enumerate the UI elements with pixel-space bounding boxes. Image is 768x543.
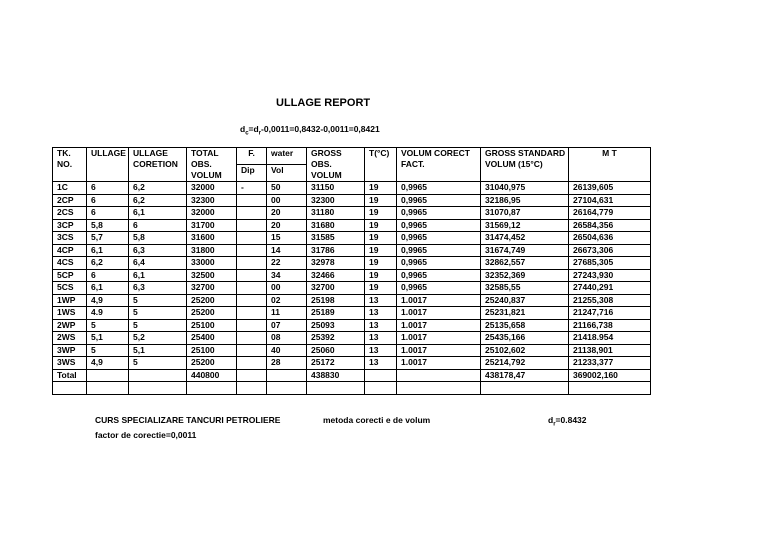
- table-row: [53, 219, 651, 232]
- cell-water-vol: 00: [267, 194, 307, 207]
- cell-ullage: 6: [87, 194, 129, 207]
- cell-gross-obs: 25172: [307, 357, 365, 370]
- cell-ullage-coretion: 6,2: [129, 182, 187, 195]
- density-value: $d_r=0.8432$: [548, 415, 587, 428]
- cell-tank: 2CP: [53, 194, 87, 207]
- cell-mt: 26504,636: [569, 232, 651, 245]
- cell-temperature: 19: [365, 282, 397, 295]
- cell-gross-obs: 32978: [307, 257, 365, 270]
- header-temperature: T(°C): [365, 148, 397, 182]
- table-row: [53, 232, 651, 245]
- cell-vcf: 0,9965: [397, 219, 481, 232]
- cell-gross-obs: 32700: [307, 282, 365, 295]
- header-water: water: [267, 148, 307, 165]
- cell-gsv: 25214,792: [481, 357, 569, 370]
- cell-ullage: 6: [87, 182, 129, 195]
- header-ullage: ULLAGE: [87, 148, 129, 182]
- cell-ullage: 5: [87, 319, 129, 332]
- cell-total-obs: 31700: [187, 219, 237, 232]
- cell-total-obs: 25200: [187, 307, 237, 320]
- cell-tank: 1WP: [53, 294, 87, 307]
- cell-water-vol: 15: [267, 232, 307, 245]
- cell-mt: 21247,716: [569, 307, 651, 320]
- cell-ullage-coretion: 5: [129, 307, 187, 320]
- cell-ullage: 6: [87, 207, 129, 220]
- header-ullage-coretion: ULLAGE CORETION: [129, 148, 187, 182]
- table-row: [53, 194, 651, 207]
- total-gross-obs: 438830: [307, 369, 365, 382]
- density-formula: $d_c=d_r-0,0011=0,8432-0,0011=0,8421$: [240, 124, 380, 137]
- header-f: F.: [237, 148, 267, 165]
- table-row: [53, 319, 651, 332]
- cell-vcf: 0,9965: [397, 207, 481, 220]
- total-row: [53, 369, 651, 382]
- cell-ullage: 4,9: [87, 357, 129, 370]
- cell-gross-obs: 25060: [307, 344, 365, 357]
- header-volum-corect-fact: VOLUM CORECT FACT.: [397, 148, 481, 182]
- table-row: [53, 257, 651, 270]
- cell-temperature: 13: [365, 344, 397, 357]
- cell-ullage: 6,1: [87, 282, 129, 295]
- cell-mt: 26584,356: [569, 219, 651, 232]
- cell-tank: 1C: [53, 182, 87, 195]
- table-row: [53, 357, 651, 370]
- cell-ullage-coretion: 6,1: [129, 269, 187, 282]
- cell-temperature: 19: [365, 219, 397, 232]
- cell-mt: 27685,305: [569, 257, 651, 270]
- cell-ullage-coretion: 5: [129, 294, 187, 307]
- cell-total-obs: 32000: [187, 182, 237, 195]
- correction-factor: factor de corectie=0,0011: [95, 430, 197, 440]
- cell-total-obs: 32700: [187, 282, 237, 295]
- cell-water-vol: 14: [267, 244, 307, 257]
- cell-gross-obs: 25093: [307, 319, 365, 332]
- cell-temperature: 19: [365, 232, 397, 245]
- cell-dip: [237, 294, 267, 307]
- cell-dip: [237, 232, 267, 245]
- cell-tank: 1WS: [53, 307, 87, 320]
- cell-mt: 26139,605: [569, 182, 651, 195]
- cell-total-obs: 32500: [187, 269, 237, 282]
- cell-total-obs: 25100: [187, 319, 237, 332]
- cell-dip: [237, 357, 267, 370]
- cell-gross-obs: 25198: [307, 294, 365, 307]
- cell-tank: 3CS: [53, 232, 87, 245]
- cell-temperature: 13: [365, 294, 397, 307]
- cell-ullage: 5,7: [87, 232, 129, 245]
- cell-vcf: 1.0017: [397, 294, 481, 307]
- cell-gsv: 31070,87: [481, 207, 569, 220]
- cell-vcf: 0,9965: [397, 194, 481, 207]
- cell-vcf: 0,9965: [397, 232, 481, 245]
- cell-gross-obs: 31680: [307, 219, 365, 232]
- cell-water-vol: 34: [267, 269, 307, 282]
- cell-water-vol: 00: [267, 282, 307, 295]
- course-name: CURS SPECIALIZARE TANCURI PETROLIERE: [95, 415, 281, 425]
- cell-dip: [237, 269, 267, 282]
- total-label: Total: [53, 369, 87, 382]
- cell-gsv: 31040,975: [481, 182, 569, 195]
- cell-gsv: 25135,658: [481, 319, 569, 332]
- cell-gross-obs: 32300: [307, 194, 365, 207]
- cell-vcf: 1.0017: [397, 319, 481, 332]
- cell-gsv: 32585,55: [481, 282, 569, 295]
- cell-gross-obs: 31585: [307, 232, 365, 245]
- cell-dip: [237, 207, 267, 220]
- total-gsv: 438178,47: [481, 369, 569, 382]
- cell-tank: 5CS: [53, 282, 87, 295]
- cell-ullage-coretion: 5,2: [129, 332, 187, 345]
- cell-gross-obs: 25189: [307, 307, 365, 320]
- cell-ullage: 6: [87, 269, 129, 282]
- cell-total-obs: 32300: [187, 194, 237, 207]
- header-dip: Dip: [237, 165, 267, 182]
- cell-temperature: 13: [365, 307, 397, 320]
- cell-ullage-coretion: 5,8: [129, 232, 187, 245]
- cell-mt: 21166,738: [569, 319, 651, 332]
- cell-dip: [237, 244, 267, 257]
- header-total-obs-volum: TOTAL OBS. VOLUM: [187, 148, 237, 182]
- cell-temperature: 13: [365, 357, 397, 370]
- cell-mt: 27104,631: [569, 194, 651, 207]
- cell-gross-obs: 31150: [307, 182, 365, 195]
- cell-temperature: 19: [365, 194, 397, 207]
- cell-vcf: 0,9965: [397, 257, 481, 270]
- cell-ullage-coretion: 5,1: [129, 344, 187, 357]
- cell-mt: 27243,930: [569, 269, 651, 282]
- table-body: [53, 182, 651, 370]
- table-row: [53, 269, 651, 282]
- header-gross-standard-volum: GROSS STANDARD VOLUM (15°C): [481, 148, 569, 182]
- cell-tank: 5CP: [53, 269, 87, 282]
- cell-tank: 3WP: [53, 344, 87, 357]
- cell-total-obs: 32000: [187, 207, 237, 220]
- cell-tank: 4CS: [53, 257, 87, 270]
- cell-total-obs: 31800: [187, 244, 237, 257]
- cell-ullage-coretion: 6: [129, 219, 187, 232]
- header-gross-obs-volum: GROSS OBS. VOLUM: [307, 148, 365, 182]
- cell-water-vol: 20: [267, 219, 307, 232]
- cell-mt: 21418.954: [569, 332, 651, 345]
- cell-ullage-coretion: 6,3: [129, 244, 187, 257]
- cell-water-vol: 11: [267, 307, 307, 320]
- cell-dip: -: [237, 182, 267, 195]
- cell-vcf: 1.0017: [397, 357, 481, 370]
- cell-dip: [237, 344, 267, 357]
- cell-temperature: 19: [365, 182, 397, 195]
- cell-dip: [237, 219, 267, 232]
- cell-gsv: 25435,166: [481, 332, 569, 345]
- cell-water-vol: 50: [267, 182, 307, 195]
- cell-total-obs: 25400: [187, 332, 237, 345]
- table-row: [53, 282, 651, 295]
- cell-temperature: 19: [365, 269, 397, 282]
- cell-gross-obs: 31786: [307, 244, 365, 257]
- cell-vcf: 0,9965: [397, 269, 481, 282]
- cell-water-vol: 28: [267, 357, 307, 370]
- cell-total-obs: 25200: [187, 357, 237, 370]
- header-vol: Vol: [267, 165, 307, 182]
- cell-water-vol: 20: [267, 207, 307, 220]
- cell-gsv: 25231,821: [481, 307, 569, 320]
- cell-gsv: 32862,557: [481, 257, 569, 270]
- cell-temperature: 19: [365, 257, 397, 270]
- table-row: [53, 307, 651, 320]
- header-mt: M T: [569, 148, 651, 182]
- cell-mt: 27440,291: [569, 282, 651, 295]
- cell-dip: [237, 307, 267, 320]
- report-title: ULLAGE REPORT: [276, 97, 371, 109]
- cell-vcf: 0,9965: [397, 244, 481, 257]
- total-mt: 369002,160: [569, 369, 651, 382]
- cell-ullage-coretion: 6,2: [129, 194, 187, 207]
- empty-row: [53, 382, 651, 395]
- cell-tank: 3CP: [53, 219, 87, 232]
- cell-ullage-coretion: 5: [129, 357, 187, 370]
- cell-mt: 21233,377: [569, 357, 651, 370]
- cell-vcf: 1.0017: [397, 332, 481, 345]
- ullage-table: [52, 147, 651, 395]
- cell-mt: 21138,901: [569, 344, 651, 357]
- cell-ullage: 4.9: [87, 307, 129, 320]
- cell-temperature: 13: [365, 332, 397, 345]
- cell-water-vol: 02: [267, 294, 307, 307]
- cell-tank: 2CS: [53, 207, 87, 220]
- cell-dip: [237, 257, 267, 270]
- table-row: [53, 244, 651, 257]
- cell-mt: 21255,308: [569, 294, 651, 307]
- cell-ullage-coretion: 5: [129, 319, 187, 332]
- cell-dip: [237, 332, 267, 345]
- cell-tank: 3WS: [53, 357, 87, 370]
- cell-ullage: 5: [87, 344, 129, 357]
- cell-gsv: 32186,95: [481, 194, 569, 207]
- cell-gsv: 31474,452: [481, 232, 569, 245]
- method-name: metoda corecti e de volum: [323, 415, 431, 425]
- cell-vcf: 0,9965: [397, 182, 481, 195]
- cell-dip: [237, 194, 267, 207]
- cell-tank: 4CP: [53, 244, 87, 257]
- cell-temperature: 19: [365, 207, 397, 220]
- cell-temperature: 19: [365, 244, 397, 257]
- header-tk: TK. NO.: [53, 148, 87, 182]
- cell-vcf: 1.0017: [397, 344, 481, 357]
- cell-water-vol: 07: [267, 319, 307, 332]
- cell-ullage-coretion: 6,1: [129, 207, 187, 220]
- cell-dip: [237, 319, 267, 332]
- cell-ullage: 5,1: [87, 332, 129, 345]
- cell-water-vol: 22: [267, 257, 307, 270]
- cell-mt: 26673,306: [569, 244, 651, 257]
- cell-ullage: 6,1: [87, 244, 129, 257]
- table-row: [53, 332, 651, 345]
- cell-tank: 2WS: [53, 332, 87, 345]
- header-row-1: [53, 148, 651, 165]
- cell-water-vol: 40: [267, 344, 307, 357]
- cell-gross-obs: 31180: [307, 207, 365, 220]
- cell-total-obs: 25200: [187, 294, 237, 307]
- cell-gross-obs: 32466: [307, 269, 365, 282]
- cell-gsv: 25102,602: [481, 344, 569, 357]
- cell-gsv: 31674,749: [481, 244, 569, 257]
- cell-water-vol: 08: [267, 332, 307, 345]
- cell-vcf: 1.0017: [397, 307, 481, 320]
- cell-gsv: 31569,12: [481, 219, 569, 232]
- cell-total-obs: 33000: [187, 257, 237, 270]
- table-row: [53, 207, 651, 220]
- cell-gross-obs: 25392: [307, 332, 365, 345]
- cell-vcf: 0,9965: [397, 282, 481, 295]
- table-row: [53, 182, 651, 195]
- total-obs-volum: 440800: [187, 369, 237, 382]
- cell-ullage: 4,9: [87, 294, 129, 307]
- table-row: [53, 344, 651, 357]
- cell-gsv: 32352,369: [481, 269, 569, 282]
- cell-dip: [237, 282, 267, 295]
- cell-total-obs: 31600: [187, 232, 237, 245]
- cell-temperature: 13: [365, 319, 397, 332]
- cell-ullage: 5,8: [87, 219, 129, 232]
- cell-ullage: 6,2: [87, 257, 129, 270]
- cell-ullage-coretion: 6,3: [129, 282, 187, 295]
- table-row: [53, 294, 651, 307]
- cell-total-obs: 25100: [187, 344, 237, 357]
- cell-mt: 26164,779: [569, 207, 651, 220]
- cell-gsv: 25240,837: [481, 294, 569, 307]
- cell-ullage-coretion: 6,4: [129, 257, 187, 270]
- cell-tank: 2WP: [53, 319, 87, 332]
